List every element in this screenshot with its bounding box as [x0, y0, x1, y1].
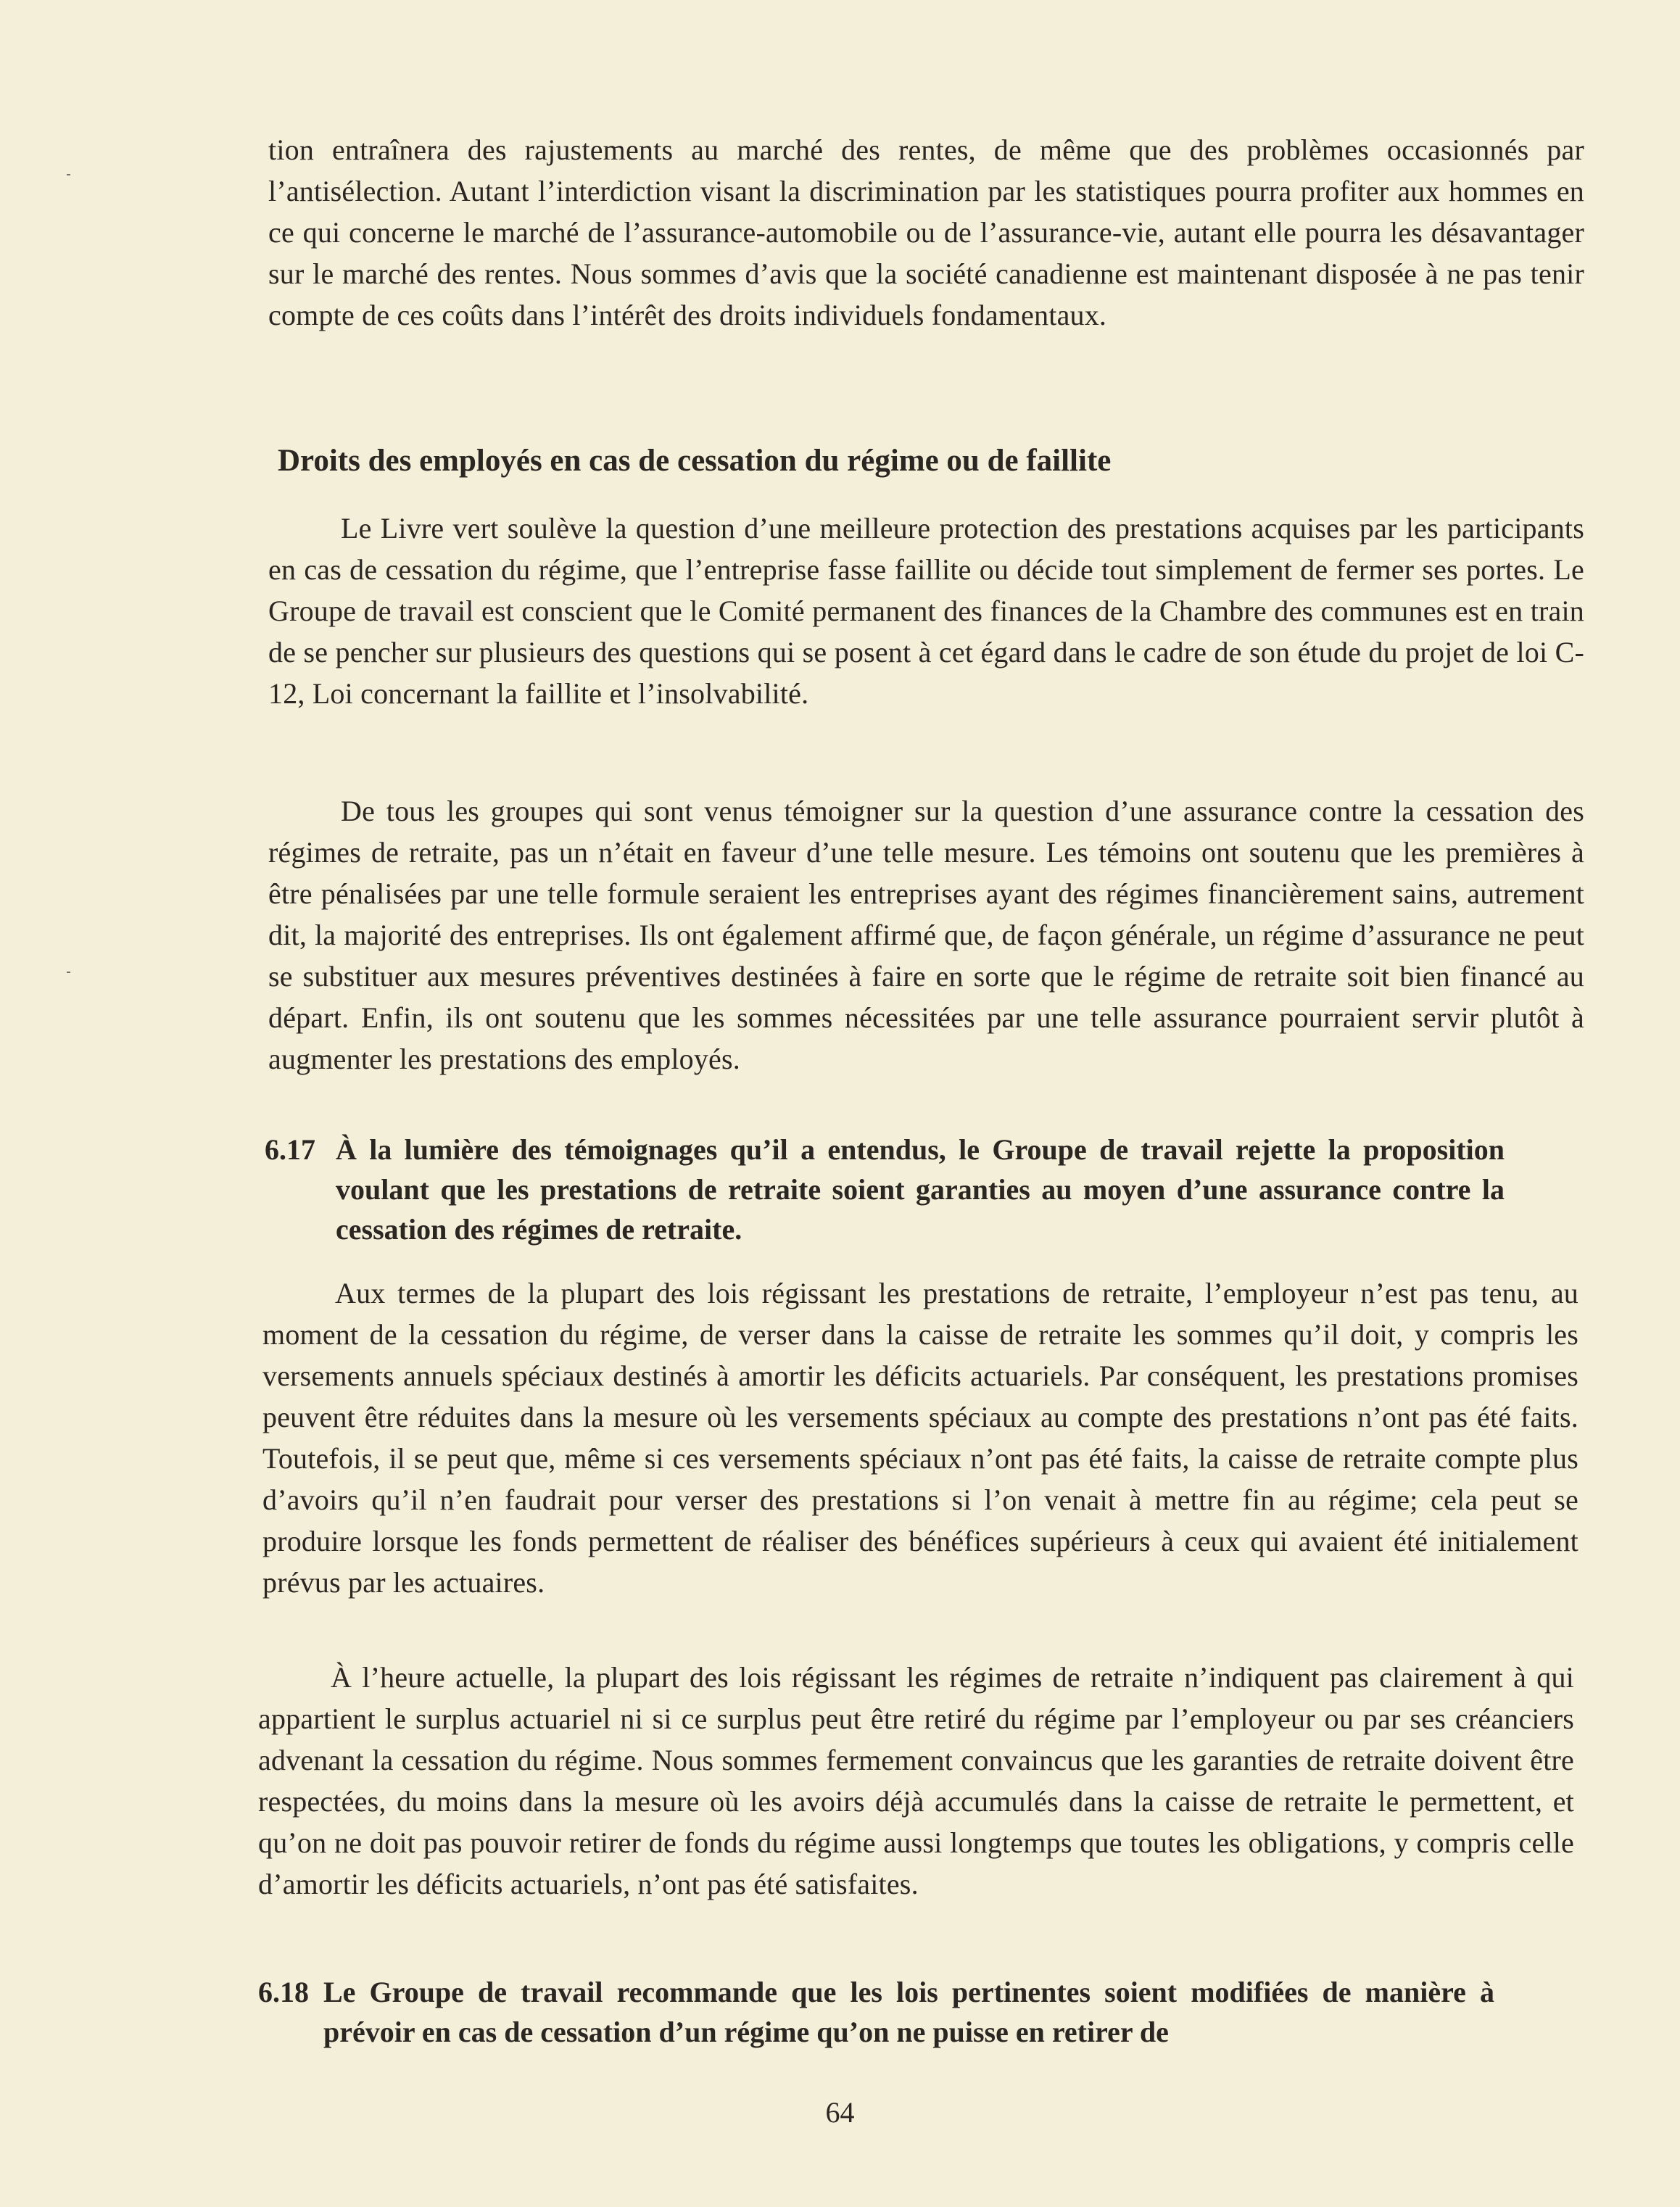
body-paragraph: À l’heure actuelle, la plupart des lois régissant les régimes de retraite n’indiquent pas clairement à qui appartient le surplus actuariel ni si ce surplus peut être retiré du régime par l’employeur ou par ses créanciers advenant la cessation du régime. Nous sommes fermement convaincus que les garanties de retraite doivent être respectées, du moins dans la mesure où les avoirs déjà accumulés dans la caisse de retraite le permettent, et qu’on ne doit pas pouvoir retirer de fonds du régime aussi longtemps que toutes les obligations, y compris celle d’amortir les déficits actuariels, n’ont pas été satisfaites.	[258, 1661, 1574, 1900]
body-paragraph: De tous les groupes qui sont venus témoigner sur la question d’une assurance contre la cessation des régimes de retraite, pas un n’était en faveur d’une telle mesure. Les témoins ont soutenu que les premières à être pénalisées par une telle formule seraient les entreprises ayant des régimes financièrement sains, autrement dit, la majorité des entreprises. Ils ont également affirmé que, de façon générale, un régime d’assurance ne peut se substituer aux mesures préventives destinées à faire en sorte que le régime de retraite soit bien financé au départ. Enfin, ils ont soutenu que les sommes nécessitées par une telle assurance pourraient servir plutôt à augmenter les prestations des employés.	[268, 795, 1584, 1075]
margin-tick-mark	[67, 174, 70, 175]
recommendation-6-18	[258, 1972, 1494, 2052]
margin-tick-mark	[67, 972, 70, 973]
recommendation-text: À la lumière des témoignages qu’il a entendus, le Groupe de travail rejette la proposition voulant que les prestations de retraite soient garanties au moyen d’une assurance contre la cessation des régimes de retraite.	[336, 1133, 1505, 1246]
intro-paragraph-block	[268, 129, 1584, 336]
section-heading: Droits des employés en cas de cessation du régime ou de faillite	[278, 444, 1112, 478]
page-number: 64	[825, 2096, 855, 2129]
recommendation-text: Le Groupe de travail recommande que les lois pertinentes soient modifiées de manière à prévoir en cas de cessation d’un régime qu’on ne puisse en retirer de	[323, 1976, 1494, 2048]
paragraph-1-block	[268, 508, 1584, 714]
recommendation-6-17	[265, 1130, 1505, 1249]
intro-paragraph: tion entraînera des rajustements au marché des rentes, de même que des problèmes occasionnés par l’antisélection. Autant l’interdiction visant la discrimination par les statistiques pourra profiter aux hommes en ce qui concerne le marché de l’assurance-automobile ou de l’assurance-vie, autant elle pourra les désavantager sur le marché des rentes. Nous sommes d’avis que la société canadienne est maintenant disposée à ne pas tenir compte de ces coûts dans l’intérêt des droits individuels fondamentaux.	[268, 133, 1584, 331]
body-paragraph: Le Livre vert soulève la question d’une meilleure protection des prestations acquises par les participants en cas de cessation du régime, que l’entreprise fasse faillite ou décide tout simplement de fermer ses portes. Le Groupe de travail est conscient que le Comité permanent des finances de la Chambre des communes est en train de se pencher sur plusieurs des questions qui se posent à cet égard dans le cadre de son étude du projet de loi C-12, Loi concernant la faillite et l’insolvabilité.	[268, 512, 1584, 710]
paragraph-2-block	[268, 790, 1584, 1080]
recommendation-number: 6.17	[265, 1133, 315, 1166]
body-paragraph: Aux termes de la plupart des lois régissant les prestations de retraite, l’employeur n’est pas tenu, au moment de la cessation du régime, de verser dans la caisse de retraite les sommes qu’il doit, y compris les versements annuels spéciaux destinés à amortir les déficits actuariels. Par conséquent, les prestations promises peuvent être réduites dans la mesure où les versements spéciaux au compte des prestations n’ont pas été faits. Toutefois, il se peut que, même si ces versements spéciaux n’ont pas été faits, la caisse de retraite compte plus d’avoirs qu’il n’en faudrait pour verser des prestations si l’on venait à mettre fin au régime; cela peut se produire lorsque les fonds permettent de réaliser des bénéfices supérieurs à ceux qui avaient été initialement prévus par les actuaires.	[262, 1277, 1578, 1599]
paragraph-3-block	[262, 1272, 1578, 1603]
recommendation-number: 6.18	[258, 1976, 309, 2008]
paragraph-4-block	[258, 1657, 1574, 1905]
